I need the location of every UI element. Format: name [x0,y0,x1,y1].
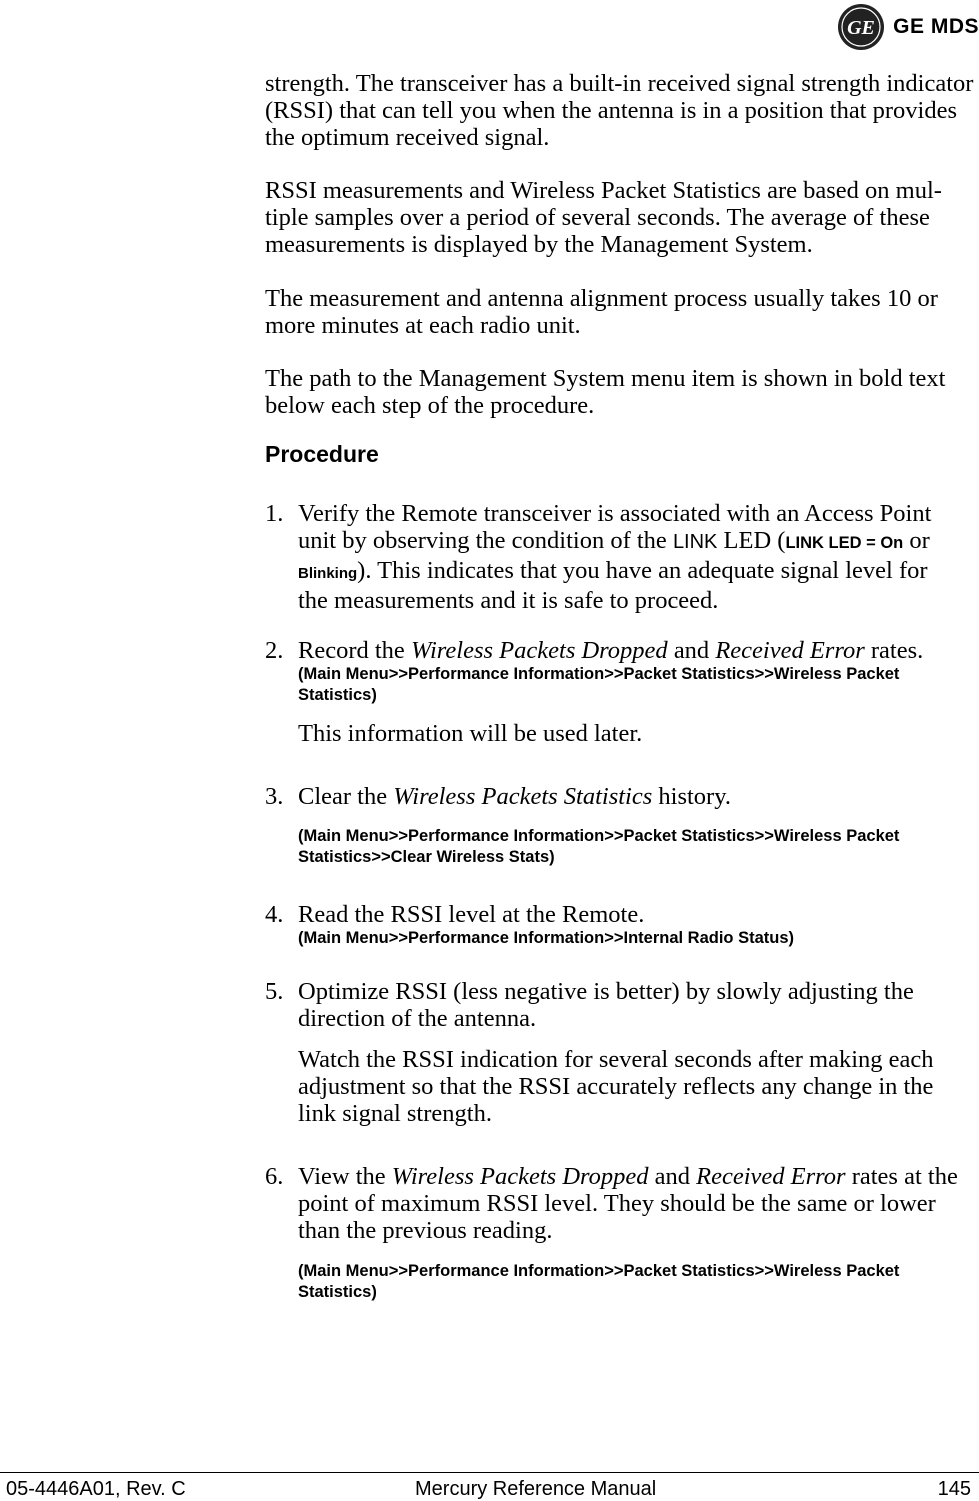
intro-p3-line: The measurement and antenna alignment process usually takes 10 or [265,285,938,312]
intro-p4-line: below each step of the procedure. [265,392,595,419]
intro-paragraph-4 [265,365,945,419]
step-line: the measurements and it is safe to proceed. [298,587,719,614]
footer-doc-number: 05-4446A01, Rev. C [6,1478,186,1500]
step-line: View the Wireless Packets Dropped and Received Error rates at the [298,1163,958,1190]
step-number: 4. [265,901,284,928]
menu-path: (Main Menu>>Performance Information>>Packet Statistics>>Wireless Packet Statistics) [298,1262,900,1301]
intro-p2-line: measurements is displayed by the Management System. [265,231,813,258]
footer-page-number: 145 [937,1478,971,1500]
step-note: This information will be used later. [298,720,643,747]
blinking-label: Blinking [298,565,358,582]
step-body [298,1163,978,1303]
term-wireless-packets-statistics: Wireless Packets Statistics [393,783,653,810]
step-body [298,901,978,949]
step-number: 3. [265,783,284,810]
footer-divider [0,1472,979,1473]
step-line: Record the Wireless Packets Dropped and Received Error rates. [298,637,924,664]
step-line: point of maximum RSSI level. They should be the same or lower [298,1190,936,1217]
link-led-on-label: LINK LED = On [785,534,904,552]
step-line: than the previous reading. [298,1217,553,1244]
menu-path: (Main Menu>>Performance Information>>Packet Statistics>>Wireless Packet Statistics>>Clear Wireless Stats) [298,827,900,866]
intro-p3-line: more minutes at each radio unit. [265,312,581,339]
intro-p4-line: The path to the Management System menu item is shown in bold text [265,365,946,392]
step-number: 1. [265,500,284,527]
intro-paragraph-2 [265,177,942,258]
term-received-error: Received Error [715,637,865,664]
intro-paragraph-1 [265,70,973,151]
menu-path: (Main Menu>>Performance Information>>Packet Statistics>>Wireless Packet Statistics) [298,665,900,704]
footer-title: Mercury Reference Manual [415,1478,657,1500]
step-line: direction of the antenna. [298,1005,537,1032]
step-number: 5. [265,978,284,1005]
intro-p1-line: strength. The transceiver has a built-in received signal strength indicator [265,70,974,97]
header-logo [837,3,979,51]
ge-monogram-icon [837,3,885,51]
link-label: LINK [672,531,718,553]
step-note: Watch the RSSI indication for several seconds after making each adjustment so that the RSSI accurately reflects any change in the link signal strength. [298,1046,934,1127]
step-line: unit by observing the condition of the LINK LED (LINK LED = On or [298,527,930,554]
intro-p2-line: tiple samples over a period of several seconds. The average of these [265,204,930,231]
step-line: Clear the Wireless Packets Statistics history. [298,783,731,810]
step-line: Read the RSSI level at the Remote. [298,901,645,928]
brand-name: GE MDS [893,15,979,38]
term-wireless-packets-dropped: Wireless Packets Dropped [391,1163,649,1190]
intro-p2-line: RSSI measurements and Wireless Packet Statistics are based on mul- [265,177,942,204]
step-body [298,978,978,1127]
step-body [298,637,978,747]
term-received-error: Received Error [696,1163,846,1190]
term-wireless-packets-dropped: Wireless Packets Dropped [410,637,668,664]
step-body [298,500,978,614]
step-line: Verify the Remote transceiver is associated with an Access Point [298,500,932,527]
step-line: Blinking). This indicates that you have an adequate signal level for [298,557,928,584]
menu-path: (Main Menu>>Performance Information>>Internal Radio Status) [298,929,795,947]
procedure-heading: Procedure [265,441,379,467]
intro-p1-line: (RSSI) that can tell you when the antenna is in a position that provides [265,97,957,124]
ge-monogram-text: GE [847,17,876,39]
step-number: 2. [265,637,284,664]
intro-p1-line: the optimum received signal. [265,124,550,151]
intro-paragraph-3 [265,285,938,339]
step-line: Optimize RSSI (less negative is better) by slowly adjusting the [298,978,914,1005]
step-body [298,783,978,868]
step-number: 6. [265,1163,284,1190]
